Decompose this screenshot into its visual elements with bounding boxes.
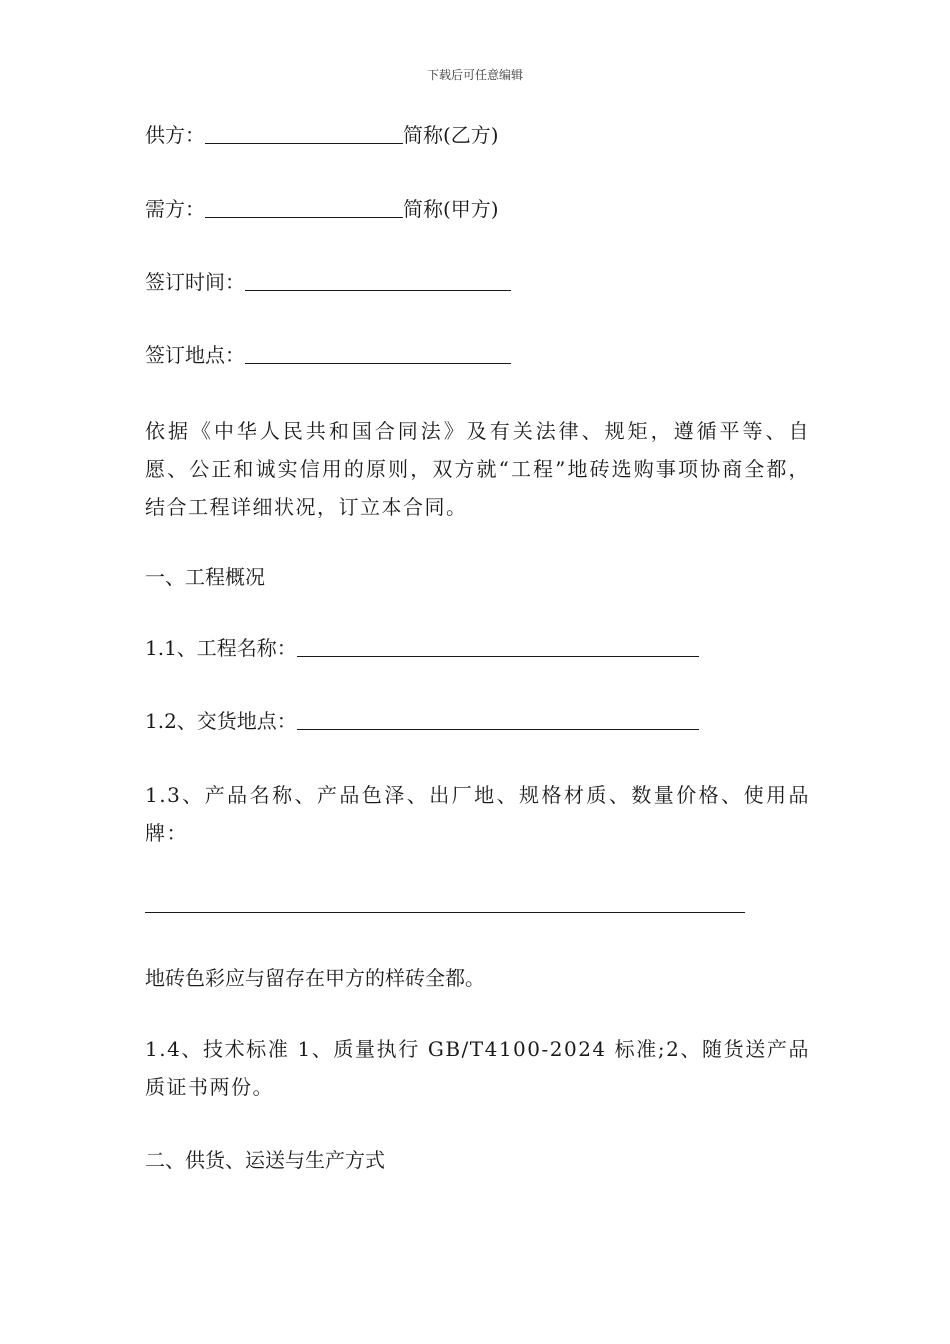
sign-place-line	[145, 336, 511, 374]
sign-time-line	[145, 263, 511, 301]
product-details-blank	[145, 888, 745, 913]
sign-time-blank	[245, 266, 511, 291]
section2-title: 二、供货、运送与生产方式	[145, 1148, 385, 1172]
intro-paragraph: 依据《中华人民共和国合同法》及有关法律、规矩，遵循平等、自愿、公正和诚实信用的原则，双方就“工程”地砖选购事项协商全都，结合工程详细状况，订立本合同。	[145, 419, 810, 519]
buyer-suffix: 简称(甲方)	[403, 197, 499, 221]
buyer-line	[145, 190, 499, 228]
delivery-place-blank	[297, 705, 699, 730]
item-1-4-paragraph: 1.4、技术标准 1、质量执行 GB/T4100-2024 标准;2、随货送产品质证书两份。	[145, 1037, 810, 1099]
project-name-blank	[297, 632, 699, 657]
product-blank-line	[145, 885, 745, 923]
item-1-2-line	[145, 702, 699, 740]
item-1-1-label: 1.1、工程名称：	[145, 636, 297, 660]
item-1-2-label: 1.2、交货地点：	[145, 709, 297, 733]
item-1-3-paragraph: 1.3、产品名称、产品色泽、出厂地、规格材质、数量价格、使用品牌：	[145, 783, 810, 845]
supplier-blank	[205, 119, 403, 144]
supplier-suffix: 简称(乙方)	[403, 123, 499, 147]
header-note: 下载后可任意编辑	[426, 68, 523, 82]
sign-time-label: 签订时间：	[145, 270, 245, 294]
buyer-blank	[205, 193, 403, 218]
supplier-line	[145, 116, 499, 154]
item-1-1-line	[145, 629, 699, 667]
buyer-label: 需方：	[145, 197, 205, 221]
supplier-label: 供方：	[145, 123, 205, 147]
section1-title: 一、工程概况	[145, 565, 265, 589]
color-note: 地砖色彩应与留存在甲方的样砖全都。	[145, 966, 485, 990]
sign-place-label: 签订地点：	[145, 343, 245, 367]
sign-place-blank	[245, 339, 511, 364]
